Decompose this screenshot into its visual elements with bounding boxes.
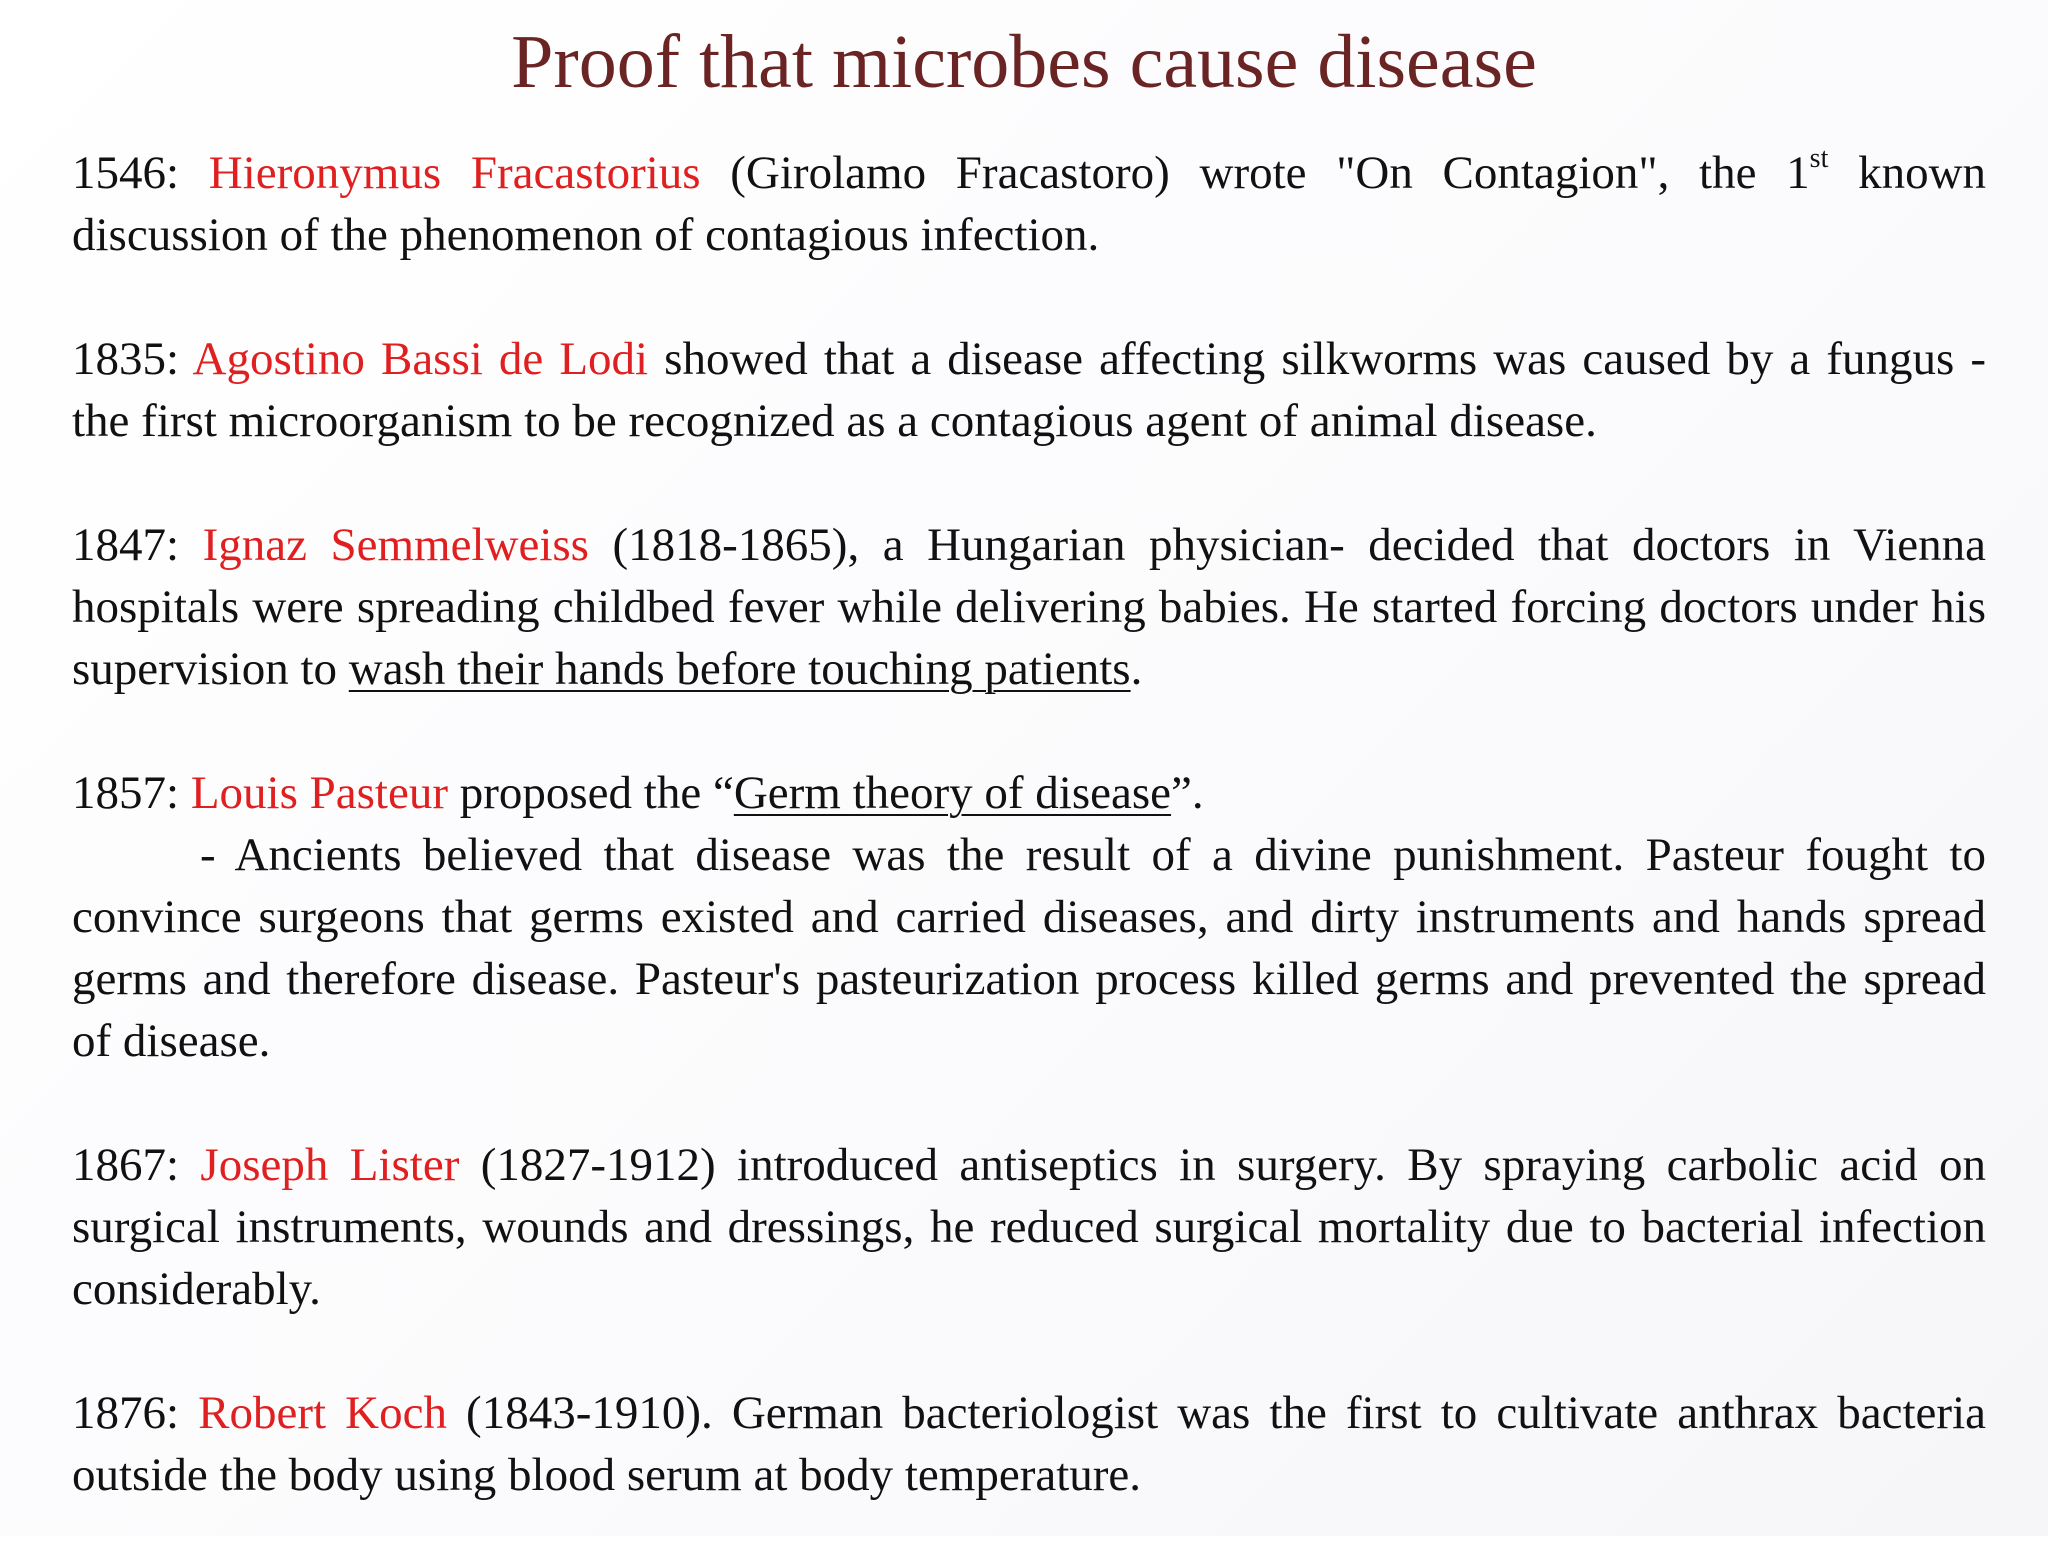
scientist-name: Joseph Lister: [200, 1139, 460, 1191]
timeline-entry-1876: [72, 1382, 1986, 1506]
timeline-entry-1835: [72, 328, 1986, 452]
underlined-phrase: Germ theory of disease: [733, 767, 1172, 819]
scientist-name: Louis Pasteur: [190, 767, 448, 819]
entry-year: 1546:: [72, 147, 209, 199]
page-title: Proof that microbes cause disease: [511, 20, 1537, 104]
entry-text: (1843-1910). German bacteriologist was the first to cultivate anthrax bacteria outside the body using blood serum at body temperature.: [72, 1387, 1986, 1501]
scientist-name: Agostino Bassi de Lodi: [192, 333, 649, 385]
entry-year: 1835:: [72, 333, 193, 385]
timeline-entry-1867: [72, 1134, 1986, 1320]
scientist-name: Hieronymus Fracastorius: [208, 147, 701, 199]
timeline: [72, 142, 1986, 1568]
entry-text: known discussion of the phenomenon of contagious infection.: [72, 147, 1987, 261]
timeline-entry-1857: [72, 762, 1986, 1072]
entry-year: 1876:: [72, 1387, 199, 1439]
scientist-name: Robert Koch: [198, 1387, 447, 1439]
entry-year: 1867:: [72, 1139, 201, 1191]
entry-text: (1827-1912) introduced antiseptics in surgery. By spraying carbolic acid on surgical instruments, wounds and dressings, he reduced surgical mortality due to bacterial infection considerably.: [72, 1139, 1986, 1315]
entry-detail: - Ancients believed that disease was the result of a divine punishment. Pasteur fought to convince surgeons that germs existed and carried diseases, and dirty instruments and hands spread germs and therefore disease. Pasteur's pasteurization process killed germs and prevented the spread of disease.: [72, 829, 1986, 1067]
entry-text: showed that a disease affecting silkworms was caused by a fungus - the first microorganism to be recognized as a contagious agent of animal disease.: [72, 333, 1987, 447]
entry-text: proposed the “: [447, 767, 734, 819]
entry-year: 1857:: [72, 767, 191, 819]
entry-text: (Girolamo Fracastoro) wrote "On Contagion", the 1: [700, 147, 1810, 199]
timeline-entry-1546: [72, 142, 1986, 266]
scientist-name: Ignaz Semmelweiss: [202, 519, 589, 571]
underlined-phrase: wash their hands before touching patients: [348, 643, 1131, 695]
entry-year: 1847:: [72, 519, 203, 571]
entry-text: (1818-1865), a Hungarian physician- decided that doctors in Vienna hospitals were spreading childbed fever while delivering babies. He started forcing doctors under his supervision to: [72, 519, 1986, 695]
ordinal-suffix: st: [1809, 143, 1829, 174]
entry-text-end: .: [1130, 643, 1143, 695]
entry-text-end: ”.: [1171, 767, 1204, 819]
timeline-entry-1847: [72, 514, 1986, 700]
